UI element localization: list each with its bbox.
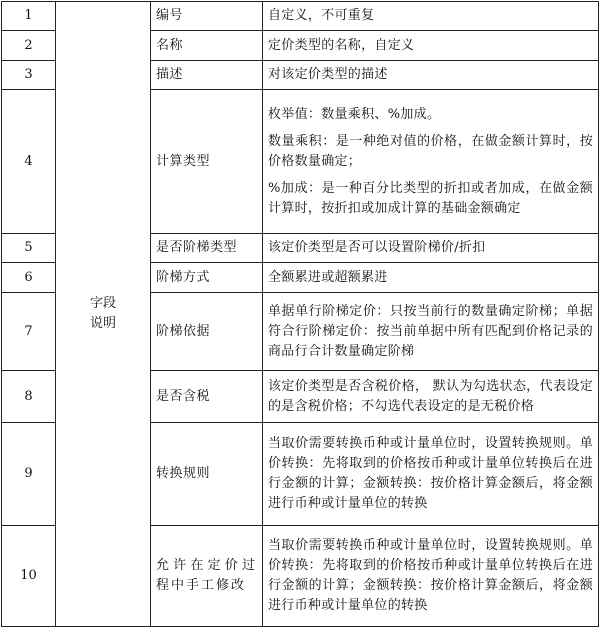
group-label-line: 字段	[89, 296, 116, 311]
field-description: 全额累进或超额累进	[263, 263, 599, 293]
field-spec-table	[1, 1, 599, 627]
field-description: 自定义，不可重复	[263, 2, 599, 31]
field-name: 名称	[151, 31, 263, 61]
field-name: 转换规则	[151, 423, 263, 526]
row-number: 8	[2, 371, 56, 423]
row-number: 2	[2, 31, 56, 61]
row-number: 1	[2, 2, 56, 31]
field-description: 枚举值：数量乘积、%加成。 数量乘积：是一种绝对值的价格，在做金额计算时，按价格数量确定； %加成：是一种百分比类型的折扣或者加成，在做金额计算时，按折扣或加成计算的基础金额确定	[263, 90, 599, 234]
field-description: 当取价需要转换币种或计量单位时，设置转换规则。单价转换：先将取到的价格按币种或计量单位转换后在进行金额的计算；金额转换：按价格计算金额后，将金额进行币种或计量单位的转换	[263, 423, 599, 526]
field-description: 当取价需要转换币种或计量单位时，设置转换规则。单价转换：先将取到的价格按币种或计量单位转换后在进行金额的计算；金额转换：按价格计算金额后，将金额进行币种或计量单位的转换	[263, 526, 599, 627]
field-description: 定价类型的名称，自定义	[263, 31, 599, 61]
field-name: 编号	[151, 2, 263, 31]
table-row	[2, 2, 599, 31]
row-number: 9	[2, 423, 56, 526]
row-number: 10	[2, 526, 56, 627]
field-name: 阶梯依据	[151, 293, 263, 371]
field-description: 该定价类型是否含税价格， 默认为勾选状态，代表设定的是含税价格；不勾选代表设定的是无税价格	[263, 371, 599, 423]
field-group-cell	[56, 2, 151, 627]
row-number: 3	[2, 61, 56, 90]
field-name: 计算类型	[151, 90, 263, 234]
row-number: 7	[2, 293, 56, 371]
field-name: 阶梯方式	[151, 263, 263, 293]
field-description: 对该定价类型的描述	[263, 61, 599, 90]
field-name: 描述	[151, 61, 263, 90]
row-number: 6	[2, 263, 56, 293]
field-description: 该定价类型是否可以设置阶梯价/折扣	[263, 234, 599, 263]
field-name: 允许在定价过程中手工修改	[151, 526, 263, 627]
row-number: 4	[2, 90, 56, 234]
field-description: 单据单行阶梯定价：只按当前行的数量确定阶梯；单据符合行阶梯定价：按当前单据中所有匹配到价格记录的商品行合计数量确定阶梯	[263, 293, 599, 371]
group-label-line: 说明	[89, 316, 116, 331]
row-number: 5	[2, 234, 56, 263]
field-name: 是否阶梯类型	[151, 234, 263, 263]
field-name: 是否含税	[151, 371, 263, 423]
